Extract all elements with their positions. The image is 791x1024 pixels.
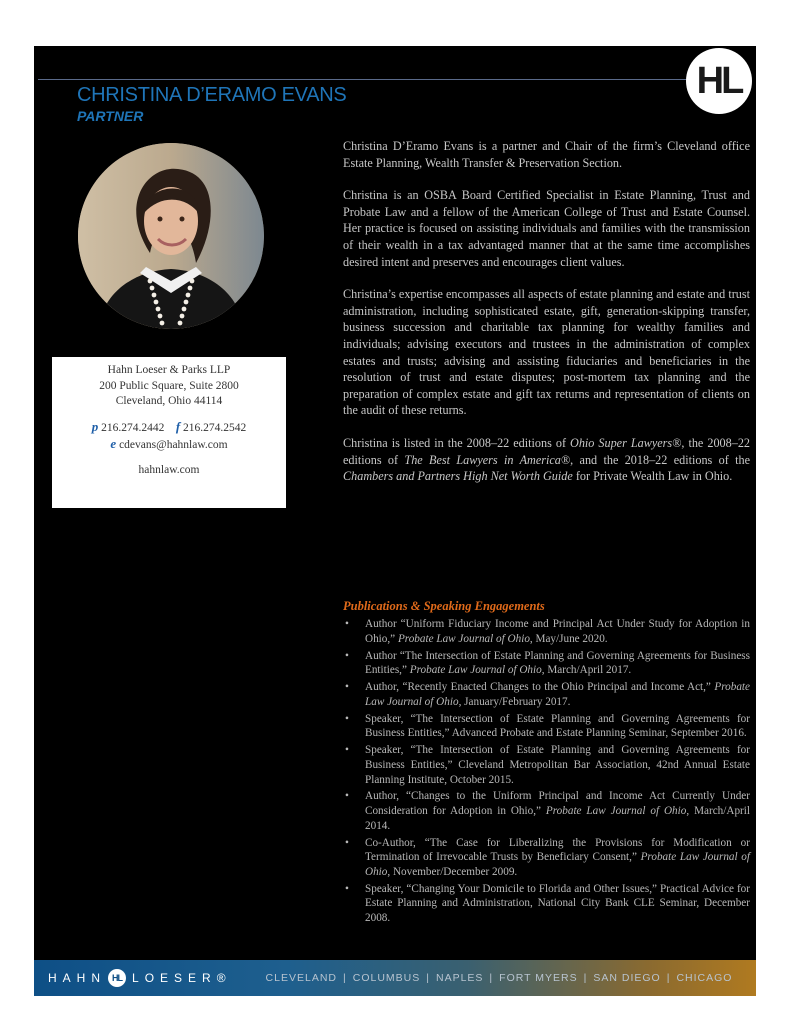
address-line-1: 200 Public Square, Suite 2800 [99,379,239,392]
fax-number: 216.274.2542 [183,421,247,434]
bio-paragraph: Christina is an OSBA Board Certified Specialist in Estate Planning, Trust and Probate Law and a fellow of the American College of Trust and Estate Counsel. Her practice is focused on assisting individuals and families with the transmission of their wealth in a tax advantaged manner that at the same time accomplishes desired intent and preserves and encourages client values. [343,188,750,269]
bio-paragraph: Christina D’Eramo Evans is a partner and Chair of the firm’s Cleveland office Estate Planning, Wealth Transfer & Preservation Section. [343,139,750,170]
publication-date: , May/June 2020. [529,632,608,645]
publication-item [343,649,750,678]
office-name: CHICAGO [676,972,733,984]
footer-brand [48,969,232,987]
publication-text: Co-Author, “The Case for Liberalizing the Provisions for Modification or Termination of Irrevocable Trusts by Beneficiary Consent,” [365,836,750,864]
bio-paragraph: Christina’s expertise encompasses all aspects of estate planning and estate and trust administration, including sophisticated estate, gift, generation-skipping transfer, business succession and charitable tax planning for wealthy families and individuals; advising executors and trustees in the administration of complex estates and trusts; advising and assisting fiduciaries and beneficiaries in the resolution of trust and estate disputes; post-mortem tax planning and the preparation of complex estate and gift tax returns and representation of clients on the audit of these returns. [343,287,750,418]
fax-label: f [175,418,181,434]
brand-left: HAHN [48,971,107,985]
footer-bar [34,960,756,996]
bullet-icon: • [345,649,349,662]
office-name: COLUMBUS [352,972,421,984]
email-label: e [110,436,117,451]
publication-journal: Probate Law Journal of Ohio [397,632,530,645]
phone-fax-line [52,419,286,437]
bio-publication-title: Ohio Super Lawyers® [570,435,682,450]
email-link[interactable]: cdevans@hahnlaw.com [119,439,228,451]
publication-item [343,882,750,926]
bullet-icon: • [345,618,349,630]
office-separator: | [343,972,347,984]
bio-publication-title: The Best Lawyers in America® [404,452,571,467]
bio-text: , the 2008–22 editions of [343,435,751,467]
attorney-photo [78,143,264,329]
office-name: SAN DIEGO [593,972,661,984]
biography [343,138,750,501]
bullet-icon: • [345,681,349,694]
firm-name: Hahn Loeser & Parks LLP [107,364,231,376]
publication-item [343,789,750,833]
contact-card [52,357,286,508]
publication-item [343,680,750,709]
publication-text: Speaker, “Changing Your Domicile to Florida and Other Issues,” Practical Advice for Estate Planning and Administration, National City Bank CLE Seminar, December 2008. [365,882,750,925]
publication-text: Author “Uniform Fiduciary Income and Principal Act Under Study for Adoption in Ohio,” [365,618,750,645]
attorney-title: PARTNER [77,108,144,124]
publication-date: , March/April 2014. [365,805,750,832]
bullet-icon: • [345,790,349,803]
office-list [266,972,733,984]
email-line [52,436,286,454]
publication-journal: Probate Law Journal of Ohio [409,664,542,677]
publication-date: , March/April 2017. [541,664,632,677]
brand-right: LOESER® [132,971,232,985]
bio-paragraph [343,435,750,485]
brand-mark-icon: HL [108,969,126,987]
publications-heading: Publications & Speaking Engagements [343,599,545,613]
bullet-icon: • [345,744,349,757]
publication-journal: Probate Law Journal of Ohio [365,681,750,708]
publication-text: Speaker, “The Intersection of Estate Planning and Governing Agreements for Business Entities,” Cleveland Metropolitan Bar Association, 42nd Annual Estate Planning Institute, October 2015. [365,744,750,786]
publication-text: Author, “Changes to the Uniform Principal and Income Act Currently Under Consideration for Adoption in Ohio,” [365,790,750,818]
bullet-icon: • [345,712,349,725]
office-separator: | [426,972,430,984]
attorney-name: CHRISTINA D’ERAMO EVANS [77,84,347,106]
bio-text: , and the 2018–22 editions of the [570,452,750,467]
bio-publication-title: Chambers and Partners High Net Worth Guide [343,469,573,484]
profile-page [34,46,756,996]
publication-journal: Probate Law Journal of Ohio [545,805,687,818]
office-name: CLEVELAND [265,972,337,984]
publication-journal: Probate Law Journal of Ohio [365,851,750,878]
address-line-2: Cleveland, Ohio 44114 [115,395,223,407]
bio-text: for Private Wealth Law in Ohio. [572,469,733,484]
office-name: FORT MYERS [499,972,578,984]
publications-list [343,617,750,928]
logo-text: HL [696,59,742,102]
bullet-icon: • [345,882,349,895]
publication-date: , January/February 2017. [458,695,571,708]
phone-label: p [91,418,99,434]
office-name: NAPLES [435,972,484,984]
publication-date: , November/December 2009. [387,865,518,878]
publication-item [343,617,750,646]
office-separator: | [583,972,588,984]
phone-number[interactable]: 216.274.2442 [101,421,165,434]
publication-text: Speaker, “The Intersection of Estate Planning and Governing Agreements for Business Entities,” Advanced Probate and Estate Planning Seminar, September 2016. [365,712,750,740]
publication-item [343,712,750,741]
bio-text: Christina is listed in the 2008–22 editions of [343,435,571,450]
publication-item [343,836,750,880]
firm-logo [686,48,752,114]
portrait-image [78,143,264,329]
publication-item [343,743,750,787]
website-link[interactable]: hahnlaw.com [138,463,200,476]
office-separator: | [489,972,494,984]
publication-text: Author, “Recently Enacted Changes to the Ohio Principal and Income Act,” [365,681,715,694]
office-separator: | [666,972,671,984]
header-rule [38,79,704,80]
publication-text: Author “The Intersection of Estate Planning and Governing Agreements for Business Entities,” [365,649,750,677]
bullet-icon: • [345,836,349,849]
